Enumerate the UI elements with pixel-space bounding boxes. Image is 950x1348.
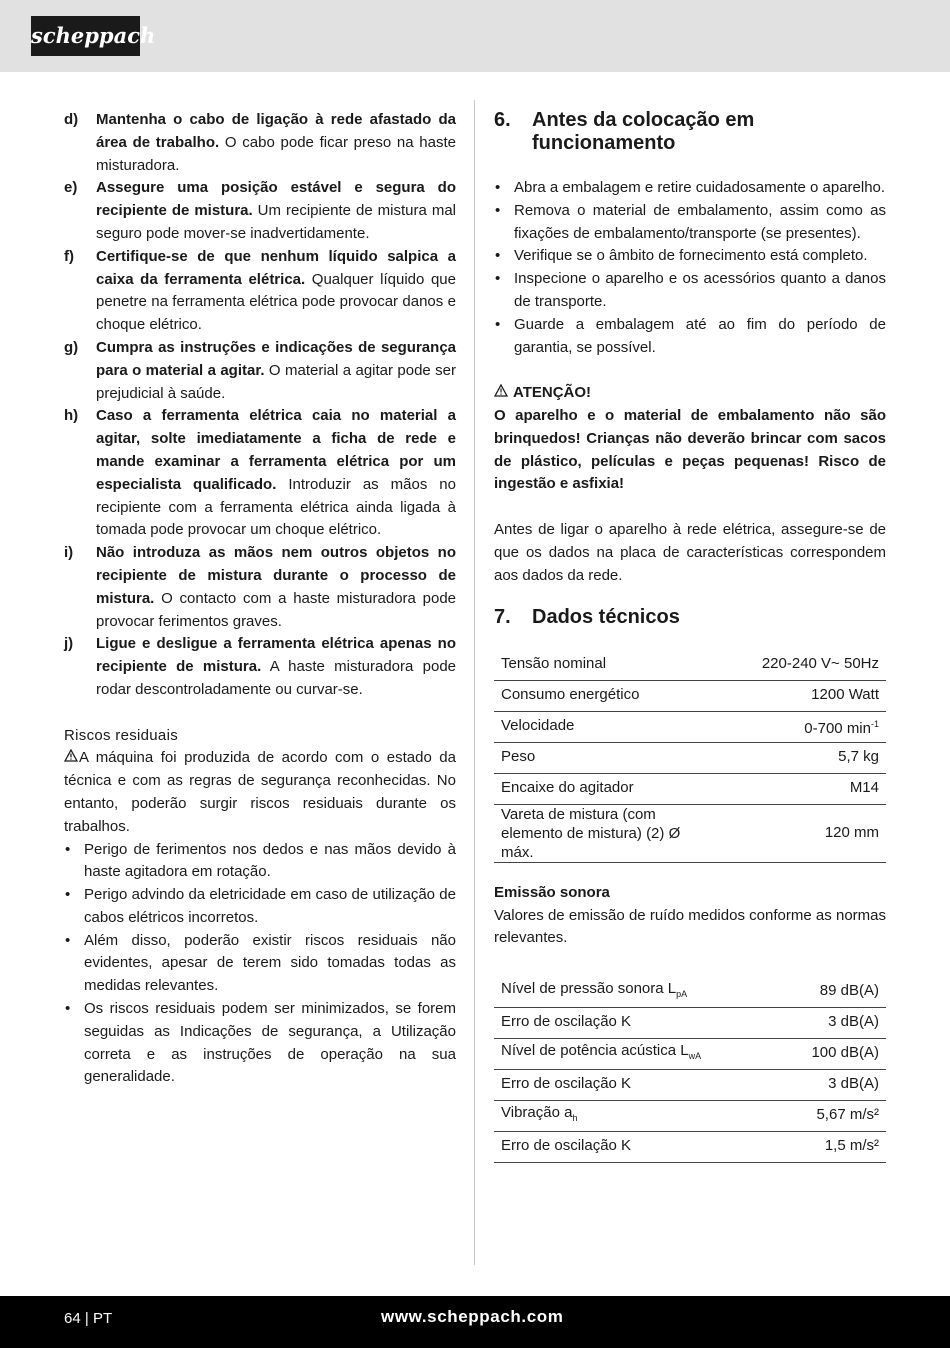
bullet-icon: •: [495, 179, 501, 196]
left-column: [64, 109, 456, 1089]
row-value: 89 dB(A): [778, 976, 886, 1007]
bullet-icon: •: [495, 247, 501, 265]
table-row: [494, 1131, 886, 1162]
table-row: [494, 1007, 886, 1038]
list-item: [64, 177, 456, 245]
list-item: [64, 998, 456, 1089]
list-item: [494, 245, 886, 268]
bullet-text: Os riscos residuais podem ser minimizados, se forem seguidas as Indicações de segurança, a Utilização correta e as instruções de operação na sua generalidade.: [84, 1000, 456, 1086]
bullet-icon: •: [495, 270, 501, 288]
footer-bar: [0, 1296, 950, 1348]
row-label-text: Vibração a: [501, 1103, 573, 1121]
list-item: [494, 177, 886, 200]
bullet-text: Perigo de ferimentos nos dedos e nas mãos devido à haste agitadora em rotação.: [84, 840, 456, 881]
row-value: 100 dB(A): [778, 1038, 886, 1069]
list-item: [64, 930, 456, 998]
warning-icon: [64, 747, 79, 770]
bullet-icon: •: [65, 1000, 71, 1018]
row-label: Encaixe do agitador: [494, 773, 723, 804]
noise-data-table: [494, 976, 886, 1163]
table-row: [494, 1100, 886, 1131]
residual-risks-heading: Riscos residuais: [64, 726, 179, 744]
list-item: [64, 246, 456, 337]
item-bold-text: Assegure uma posição estável e segura do recipiente de mistura.: [96, 179, 456, 220]
bullet-text: Abra a embalagem e retire cuidadosamente o aparelho.: [514, 179, 886, 196]
item-bold-text: Cumpra as instruções e indicações de segurança para o material a agitar.: [96, 338, 456, 379]
noise-intro: Valores de emissão de ruído medidos conforme as normas relevantes.: [494, 906, 886, 947]
spacer: [64, 702, 456, 725]
item-label: j): [64, 635, 74, 653]
item-normal-text: Introduzir as mãos no recipiente com a ferramenta elétrica ainda ligada à tomada pode provocar um choque elétrico.: [96, 475, 456, 539]
item-bold-text: Caso a ferramenta elétrica caia no material a agitar, solte imediatamente a ficha de rede e mande examinar a ferramenta elétrica por um especialista qualificado.: [96, 407, 456, 493]
item-normal-text: O cabo pode ficar preso na haste misturadora.: [96, 133, 456, 174]
item-text: [96, 246, 456, 337]
bullet-text: Remova o material de embalamento, assim como as fixações de embalamento/transporte (se presentes).: [514, 201, 886, 242]
row-value: M14: [723, 773, 886, 804]
row-value: 1,5 m/s²: [778, 1131, 886, 1162]
spacer: [494, 587, 886, 606]
page-separator: |: [84, 1310, 89, 1327]
item-text: [96, 542, 456, 633]
residual-risks-intro: [64, 747, 456, 838]
section-title: Dados técnicos: [532, 606, 680, 629]
row-value: 3 dB(A): [778, 1069, 886, 1100]
row-value: 3 dB(A): [778, 1007, 886, 1038]
header-band: [0, 0, 950, 72]
bullet-icon: •: [65, 840, 71, 858]
table-row: [494, 976, 886, 1007]
list-item: [64, 109, 456, 177]
item-label: d): [64, 111, 79, 128]
list-item: [494, 268, 886, 314]
table-row: [494, 773, 886, 804]
row-label: Erro de oscilação K: [494, 1131, 778, 1162]
item-normal-text: Um recipiente de mistura mal seguro pode mover-se inadvertidamente.: [96, 202, 456, 242]
spacer: [494, 629, 886, 649]
spacer: [494, 950, 886, 976]
row-value: 1200 Watt: [723, 680, 886, 711]
table-row: [494, 1069, 886, 1100]
bullet-icon: •: [495, 315, 501, 333]
bullet-text: Além disso, poderão existir riscos residuais não evidentes, apesar de terem sido tomadas todas as medidas relevantes.: [84, 931, 456, 995]
spacer: [494, 496, 886, 519]
spacer: [494, 863, 886, 882]
section-number: 7.: [494, 606, 511, 629]
row-label: [494, 1100, 778, 1131]
item-label: e): [64, 179, 78, 197]
right-column: [494, 109, 886, 1163]
warning-icon: [494, 382, 513, 405]
table-row: [494, 742, 886, 773]
row-value-sup: -1: [870, 718, 879, 729]
attention-text: [494, 405, 886, 496]
row-label-sub: pA: [676, 988, 688, 999]
row-value: 120 mm: [723, 804, 886, 862]
list-item: [494, 200, 886, 246]
item-label: h): [64, 407, 79, 425]
row-label: Velocidade: [494, 711, 723, 742]
item-text: [96, 633, 456, 701]
row-label-sub: h: [572, 1112, 578, 1123]
list-item: [64, 405, 456, 542]
table-row: [494, 711, 886, 742]
row-label-text: Nível de pressão sonora L: [501, 979, 677, 997]
item-bold-text: Certifique-se de que nenhum líquido salpica a caixa da ferramenta elétrica.: [96, 247, 456, 288]
table-row: [494, 680, 886, 711]
section-number: 6.: [494, 109, 511, 131]
item-normal-text: O contacto com a haste misturadora pode provocar ferimentos graves.: [96, 589, 456, 630]
item-text: [96, 337, 456, 405]
item-bold-text: Ligue e desligue a ferramenta elétrica apenas no recipiente de mistura.: [96, 635, 456, 676]
row-label: Erro de oscilação K: [494, 1007, 778, 1038]
item-label: g): [64, 338, 79, 356]
row-value: 5,7 kg: [723, 742, 886, 773]
bullet-icon: •: [495, 201, 501, 219]
row-value: 220-240 V~ 50Hz: [723, 649, 886, 680]
table-row: [494, 804, 886, 862]
section-title: Antes da colocação em funcionamento: [532, 109, 755, 154]
row-label: [494, 1038, 778, 1069]
bullet-text: Guarde a embalagem até ao fim do período de garantia, se possível.: [514, 315, 886, 356]
list-item: [64, 633, 456, 701]
page-number: 64: [64, 1310, 81, 1327]
row-label: Peso: [494, 742, 723, 773]
item-text: [96, 177, 456, 245]
row-label: Vareta de mistura (com elemento de mistura) (2) Ø máx.: [494, 804, 723, 862]
attention-text-bold: O aparelho e o material de embalamento não são brinquedos! Crianças não deverão brincar com sacos de plástico, películas e peças pequenas! Risco de ingestão e asfixia!: [494, 406, 886, 493]
row-value-text: 0-700 min: [804, 719, 871, 737]
row-label: Consumo energético: [494, 680, 723, 711]
table-row: [494, 1038, 886, 1069]
row-label-sub: wA: [688, 1050, 702, 1061]
bullet-text: Perigo advindo da eletricidade em caso de utilização de cabos elétricos incorretos.: [84, 886, 456, 926]
list-item: [64, 542, 456, 633]
item-normal-text: A haste misturadora pode rodar descontroladamente ou curvar-se.: [96, 658, 456, 698]
noise-title: Emissão sonora: [494, 883, 610, 901]
row-value: [723, 711, 886, 742]
item-text: [96, 109, 456, 177]
brand-logo: scheppach: [31, 16, 140, 56]
item-label: i): [64, 544, 74, 562]
website-link[interactable]: www.scheppach.com: [381, 1307, 564, 1326]
attention-title: ATENÇÃO!: [513, 384, 592, 402]
noise-heading: [494, 882, 886, 905]
list-item: [494, 314, 886, 360]
spacer: [494, 359, 886, 382]
row-label: [494, 976, 778, 1007]
column-divider: [474, 100, 475, 1265]
section-6-heading: [494, 109, 886, 155]
item-normal-text: Qualquer líquido que penetre na ferramenta elétrica pode provocar danos e choque elétrico.: [96, 270, 456, 334]
before-connect-text: Antes de ligar o aparelho à rede elétrica, assegure-se de que os dados na placa de características correspondem aos dados da rede.: [494, 520, 886, 584]
residual-intro-text: A máquina foi produzida de acordo com o estado da técnica e com as regras de segurança reconhecidas. No entanto, poderão surgir riscos residuais durante os trabalhos.: [64, 749, 456, 835]
row-label-text: Nível de potência acústica L: [501, 1041, 689, 1059]
row-label: Tensão nominal: [494, 649, 723, 680]
bullet-text: Verifique se o âmbito de fornecimento está completo.: [514, 247, 868, 265]
tech-data-table: [494, 649, 886, 863]
bullet-icon: •: [65, 886, 71, 904]
item-bold-text: Não introduza as mãos nem outros objetos no recipiente de mistura durante o processo de mistura.: [96, 544, 456, 607]
row-label: Erro de oscilação K: [494, 1069, 778, 1100]
spacer: [494, 155, 886, 177]
row-value: 5,67 m/s²: [778, 1100, 886, 1131]
page-indicator: [64, 1310, 112, 1327]
list-item: [64, 884, 456, 930]
table-row: [494, 649, 886, 680]
list-item: [64, 839, 456, 885]
list-item: [64, 337, 456, 405]
item-bold-text: Mantenha o cabo de ligação à rede afastado da área de trabalho.: [96, 111, 456, 151]
language-code: PT: [92, 1310, 113, 1327]
item-text: [96, 405, 456, 542]
bullet-text: Inspecione o aparelho e os acessórios quanto a danos de transporte.: [514, 270, 886, 310]
attention-heading: [494, 382, 886, 405]
section-7-heading: [494, 606, 886, 629]
item-label: f): [64, 247, 74, 265]
bullet-icon: •: [65, 931, 71, 949]
item-normal-text: O material a agitar pode ser prejudicial à saúde.: [96, 361, 457, 402]
